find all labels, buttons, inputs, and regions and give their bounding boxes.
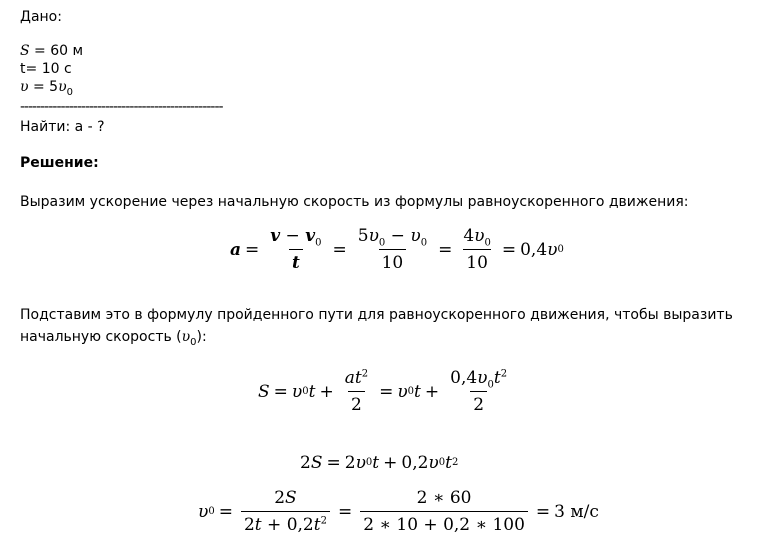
find-line: Найти: а - ? bbox=[20, 119, 105, 135]
given-t: t= 10 с bbox=[20, 61, 72, 77]
equation-acceleration: a = $\frac{v - v_0}{t}$ = $\frac{5\upsilon_0 - \upsilon_0}{10}$ = $\frac{4\upsilon_0}{10}$ = 0,4 υ 0 bbox=[230, 226, 564, 273]
paragraph-1: Выразим ускорение через начальную скорость из формулы равноускоренного движения: bbox=[20, 194, 689, 210]
equation-doubled: 2 S = 2 υ 0 t + 0,2 υ 0 t 2 bbox=[300, 453, 459, 473]
equation-initial-velocity: υ 0 = $\frac{2S}{2t + 0,2t^2}$ = $\frac{2 ∗ 60}{2 ∗ 10 + 0,2 ∗ 100}$ = 3 м/с bbox=[198, 488, 599, 535]
given-heading: Дано: bbox=[20, 9, 62, 25]
solution-heading: Решение: bbox=[20, 155, 99, 171]
paragraph-2-line-1: Подставим это в формулу пройденного пути для равноускоренного движения, чтобы выразить bbox=[20, 307, 733, 323]
equation-distance: S = υ 0 t + $\frac{at^2}{2}$ = υ 0 t + $\frac{0,4\upsilon_0t^2}{2}$ bbox=[258, 368, 508, 415]
given-s: S = 60 м bbox=[20, 43, 84, 59]
separator: -------------------------------------------------- bbox=[20, 99, 223, 115]
given-v: $\upsilon = 5\upsilon_0$ bbox=[20, 79, 73, 98]
paragraph-2-line-2: начальную скорость $(\upsilon_0)$: bbox=[20, 329, 207, 348]
